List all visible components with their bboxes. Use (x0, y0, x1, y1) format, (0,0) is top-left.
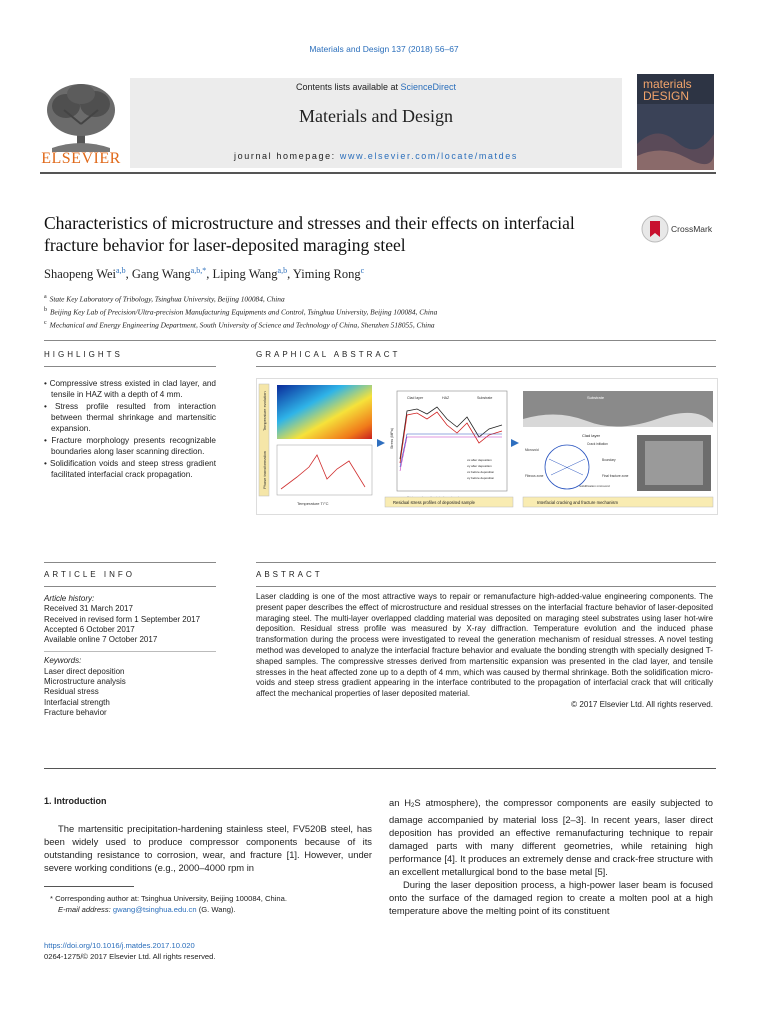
crossmark-icon (641, 215, 669, 243)
email-line (44, 904, 374, 915)
panel-label: Substrate (587, 395, 605, 400)
affiliation-mark: b (44, 306, 47, 313)
info-rule (44, 586, 216, 587)
keyword-item: Residual stress (44, 687, 99, 697)
highlights-rule (44, 366, 216, 367)
contents-prefix: Contents lists available at (295, 82, 401, 92)
highlights-list (44, 378, 216, 481)
cover-art-icon (637, 104, 714, 170)
highlights-heading: HIGHLIGHTS (44, 350, 123, 359)
affiliation-mark: a (44, 294, 47, 300)
author-name[interactable]: Gang Wang (131, 267, 191, 282)
issn-line: 0264-1275/© 2017 Elsevier Ltd. All rights reserved. (44, 952, 216, 961)
panel-label: Fibrous zone (525, 474, 544, 478)
email-label: E-mail address: (58, 905, 113, 914)
graphical-abstract-rule (256, 366, 716, 367)
panel-label: Boundary (602, 458, 616, 462)
author-affil-mark[interactable]: a,b (116, 266, 126, 275)
axis-label: Temperature evolution (262, 391, 267, 431)
intro-column-right (389, 796, 713, 917)
author-separator: , (206, 267, 213, 282)
affiliation-text: Mechanical and Energy Engineering Department, South University of Science and Technology of China, Shenzhen 518055, China (49, 320, 435, 330)
intro-paragraph: During the laser deposition process, a high-power laser beam is focused onto the surface of the damaged region to create a molten pool at a high temperature above the melting point of its constituent (389, 879, 713, 916)
corresponding-author-note: * Corresponding author at: Tsinghua University, Beijing 100084, China. (50, 894, 287, 903)
journal-reference-link[interactable]: Materials and Design 137 (2018) 56–67 (309, 44, 459, 54)
intro-paragraph (389, 796, 713, 878)
graphical-abstract-image (257, 379, 717, 514)
author-list (44, 266, 364, 282)
affiliation-item (44, 305, 437, 318)
author-affil-mark[interactable]: a,b,* (190, 266, 207, 275)
author-name[interactable]: Shaopeng Wei (44, 267, 117, 282)
intro-text: an H (389, 797, 412, 808)
panel-label: Solidification microvoid (579, 484, 610, 488)
panel-label: Clad layer (582, 433, 601, 438)
contents-line (130, 82, 622, 92)
keyword-item: Interfacial strength (44, 697, 110, 707)
subscript: 2 (411, 803, 415, 809)
legend-entry: σy after deposition (467, 464, 492, 468)
keywords-divider (44, 651, 216, 652)
author-name[interactable]: Yiming Rong (292, 267, 361, 282)
keywords-label: Keywords: (44, 656, 82, 666)
intro-column-left (44, 822, 372, 874)
crossmark-label: CrossMark (671, 224, 713, 234)
abstract-heading: ABSTRACT (256, 570, 323, 579)
email-link[interactable]: gwang@tsinghua.edu.cn (112, 905, 197, 914)
legend-entry: σy before deposition (467, 476, 495, 480)
affiliation-item (44, 318, 437, 331)
keyword-item: Laser direct deposition (44, 666, 125, 676)
homepage-link[interactable]: www.elsevier.com/locate/matdes (339, 151, 518, 161)
author-affil-mark[interactable]: a,b (277, 266, 288, 275)
chart-label: Substrate (477, 396, 493, 400)
keyword-item: Fracture behavior (44, 707, 107, 717)
abstract-copyright: © 2017 Elsevier Ltd. All rights reserved. (571, 699, 713, 709)
intro-heading: 1. Introduction (44, 796, 107, 806)
intro-text: S atmosphere), the compressor components are easily subjected to damage accompanied by material loss [2–3]. In recent years, laser direct deposition has provided an effective remanufacturing technique to repair damaged parts with many different geometries, while retaining high performance [4]. It produces an extremely dense and crack-free structure with an excellent metallurgical bond to the base metal [5]. (389, 797, 713, 877)
history-label: Article history: (44, 594, 95, 603)
legend-entry: σx after deposition (467, 458, 492, 462)
body-divider (44, 768, 716, 769)
panel-label: Crack initiation (587, 442, 608, 446)
publisher-wordmark: ELSEVIER (41, 150, 121, 167)
email-suffix: (G. Wang). (196, 905, 236, 914)
highlight-item: • Compressive stress existed in clad layer, and tensile in HAZ with a depth of 4 mm. (44, 378, 216, 400)
affiliation-list (44, 292, 437, 331)
affiliation-text: State Key Laboratory of Tribology, Tsinghua University, Beijing 100084, China (49, 294, 285, 304)
footnote-rule (44, 886, 134, 887)
article-info (44, 594, 216, 718)
header-divider (40, 172, 716, 174)
sciencedirect-link[interactable]: ScienceDirect (400, 82, 457, 92)
keyword-item: Microstructure analysis (44, 677, 126, 687)
article-info-heading: ARTICLE INFO (44, 570, 135, 579)
history-item: Received 31 March 2017 (44, 604, 133, 614)
author-affil-mark[interactable]: c (360, 266, 365, 275)
highlight-item: • Solidification voids and steep stress gradient facilitated interfacial crack propagation. (44, 458, 216, 480)
homepage-prefix: journal homepage: (234, 151, 340, 161)
chart-label: Clad layer (407, 396, 424, 400)
doi-link[interactable]: https://doi.org/10.1016/j.matdes.2017.10.020 (44, 941, 195, 950)
section-divider (44, 340, 716, 341)
history-item: Received in revised form 1 September 2017 (44, 614, 201, 624)
highlight-item: • Stress profile resulted from interaction between thermal shrinkage and martensitic expansion. (44, 401, 216, 434)
elsevier-logo (40, 80, 122, 170)
panel-label: Microvoid (525, 448, 539, 452)
affiliation-mark: c (44, 319, 47, 326)
journal-title: Materials and Design (299, 106, 453, 126)
info-top-rule (44, 562, 216, 563)
history-item: Available online 7 October 2017 (44, 635, 158, 645)
doi-block (44, 940, 216, 962)
graphical-abstract-heading: GRAPHICAL ABSTRACT (256, 350, 401, 359)
author-separator: , (287, 267, 293, 282)
abstract-rule (256, 586, 716, 587)
graphical-abstract-figure[interactable] (256, 378, 718, 515)
article-title: Characteristics of microstructure and stresses and their effects on interfacial fracture behavior for laser-deposited maraging steel (44, 213, 575, 255)
crossmark-badge[interactable] (641, 215, 721, 245)
affiliation-text: Beijing Key Lab of Precision/Ultra-precision Manufacturing Equipments and Control, Tsinghua University, Beijing 100084, China (50, 307, 438, 317)
footnote (44, 893, 374, 915)
legend-entry: σx before deposition (467, 470, 495, 474)
chart-label: HAZ (442, 396, 450, 400)
abstract-body (256, 592, 713, 711)
axis-label: Temperature T/°C (297, 501, 329, 506)
abstract-text: Laser cladding is one of the most attractive ways to repair or remanufacture high-added-value engineering components. The present paper describes the effect of microstructure and residual stresses on the interfacial fracture behavior of laser-deposited maraging steel. The multi-layer overlapped cladding material was deposited on maraging steel substrates using laser hot-wire deposition. Residual stress profile was measured by X-ray diffraction. Temperature evolution and the induced phase transformation during the process were investigated to reveal the generation mechanism of residual stresses. A novel testing method was developed to analyze the interfacial fracture behavior and evaluate the bonding strength with specially designed T-shaped samples. The compressive stresses derived from martensitic expansion was presented in the clad layer, and tensile stresses in the heat affected zone up to a depth of 4 mm, which was caused by thermal shrinkage. Both the solidification micro-voids and steep stress gradient appearing in the interface contributed to the propagation of interfacial crack that will critically affect the mechanical properties of laser deposited material. (256, 592, 713, 699)
figure-caption: Interfacial cracking and fracture mechanism (537, 500, 618, 505)
author-separator: , (125, 267, 132, 282)
axis-label: Phase transformation (262, 450, 267, 489)
author-name[interactable]: Liping Wang (212, 267, 278, 282)
journal-homepage (130, 151, 622, 161)
axis-label: Stress (MPa) (390, 428, 394, 449)
cover-title: materials DESIGN (643, 77, 692, 103)
affiliation-item (44, 292, 437, 305)
journal-cover-image (637, 74, 714, 170)
panel-label: Final fracture zone (602, 474, 629, 478)
history-item: Accepted 6 October 2017 (44, 624, 135, 634)
figure-caption: Residual stress profiles of deposited sample (393, 500, 475, 505)
intro-paragraph: The martensitic precipitation-hardening stainless steel, FV520B steel, has been widely used to produce compressor components because of its outstanding resistance to corrosion, wear, and fracture [1]. However, under severe working conditions (e.g., 2000–4000 rpm in (44, 823, 372, 873)
abstract-top-rule (256, 562, 716, 563)
highlight-item: • Fracture morphology presents recognizable boundaries along laser scanning direction. (44, 435, 216, 457)
